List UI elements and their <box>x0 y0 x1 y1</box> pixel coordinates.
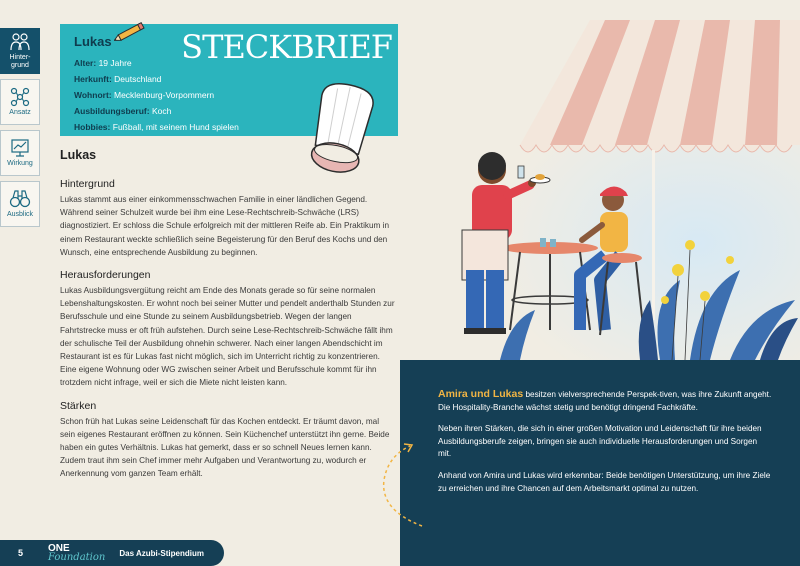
people-icon <box>9 32 31 52</box>
pencil-icon <box>114 20 150 42</box>
tab-ausblick[interactable] <box>0 181 40 227</box>
profile-row-residence: Wohnort: Mecklenburg-Vorpommern <box>74 90 215 100</box>
info-paragraph-3: Anhand von Amira und Lukas wird erkennbar: Beide benötigen Unterstützung, um ihre Ziele zu erreichen und ihre Chancen auf dem Arbeitsmarkt optimal zu nutzen. <box>438 470 771 493</box>
profile-name: Lukas <box>74 34 112 49</box>
page-number: 5 <box>18 548 24 558</box>
info-box <box>400 360 800 566</box>
section-heading: Hintergrund <box>60 178 115 190</box>
section-text: Schon früh hat Lukas seine Leidenschaft für das Kochen entdeckt. Er träumt davon, mal sein eigenes Restaurant eröffnen zu können. Sein Küchenchef unterstützt ihn gerne. Beide haben ein gutes Verhältnis. Lukas hat gemerkt, dass er so schnell Neues lernen kann. Zudem traut ihm sein Chef immer mehr Aufgaben und Verantwortung zu, wodurch er Anerkennung vom ganzen Team erhält. <box>60 416 390 479</box>
tab-label: Ansatz <box>9 109 31 116</box>
one-foundation-logo: ONE Foundation <box>48 543 106 563</box>
profile-row-origin: Herkunft: Deutschland <box>74 74 162 84</box>
profile-heading: STECKBRIEF <box>181 28 392 66</box>
footer <box>0 540 224 566</box>
tab-wirkung[interactable] <box>0 130 40 176</box>
tab-hintergrund[interactable] <box>0 28 40 74</box>
info-paragraph-2: Neben ihren Stärken, die sich in einer großen Motivation und Leidenschaft für ihre beiden Ausbildungsberufe zeigen, bringen sie auch individuelle Herausforderungen und Sorgen mit. <box>438 424 762 459</box>
tab-ansatz[interactable] <box>0 79 40 125</box>
tab-label: Ausblick <box>6 211 34 218</box>
info-paragraph-1: Amira und Lukas besitzen vielversprechende Perspek-tiven, was ihre Zukunft angeht. Die Hospitality-Branche wächst stetig und benötigt dringend Fachkräfte. <box>438 388 772 412</box>
dashed-arrow-decoration <box>370 440 430 530</box>
article <box>60 148 396 491</box>
binoculars-icon <box>9 189 31 209</box>
profile-row-age: Alter: 19 Jahre <box>74 58 132 68</box>
tab-label: Hinter- grund <box>9 54 31 69</box>
section-text: Lukas stammt aus einer einkommensschwachen Familie in einer ländlichen Gegend. Während seiner Schulzeit wurde bei ihm eine Lese-Rechtschreib-Schwäche (LRS) diagnostiziert. Er schloss die Schule erfolgreich mit der mittleren Reife ab. Ein Praktikum in einem Restaurant weckte schließlich seine Begeisterung für den Beruf des Kochs und den Wunsch, eine entsprechende Ausbildung zu beginnen. <box>60 195 390 257</box>
section-heading: Herausforderungen <box>60 269 151 282</box>
profile-row-hobbies: Hobbies: Fußball, mit seinem Hund spielen <box>74 122 239 132</box>
article-title: Lukas <box>60 148 97 162</box>
tab-label: Wirkung <box>7 160 33 167</box>
footer-title: Das Azubi-Stipendium <box>119 548 204 558</box>
restaurant-illustration <box>400 0 800 360</box>
side-navigation <box>0 28 40 232</box>
section-heading: Stärken <box>60 399 97 412</box>
chart-icon <box>9 138 31 158</box>
info-highlight: Amira und Lukas <box>438 388 524 400</box>
network-icon <box>9 87 31 107</box>
profile-row-profession: Ausbildungsberuf: Koch <box>74 106 172 116</box>
section-text: Lukas Ausbildungsvergütung reicht am Ende des Monats gerade so für seine normalen Lebenshaltungskosten. Er wohnt noch bei seiner Mutter und pendelt anderthalb Stunden zur Berufsschule und eine Stunde zu seinem Ausbildungsbetrieb. Wegen der langen Fahrtstrecke muss er oft früh aufstehen. Durch seine Lese-Rechtschreib-Schwäche fällt ihm der schulische Teil der Ausbildung ohnehin schwerer. Nach einer langen Abendschicht im Restaurant ist es für Lukas fast nicht möglich, sich im Unterricht richtig zu konzentrieren. Eine eigene Wohnung oder WG zwischen seiner Arbeit und Berufsschule kommt für ihn trotzdem nicht infrage, weil er sich die Miete nicht leisten kann. <box>60 286 395 388</box>
